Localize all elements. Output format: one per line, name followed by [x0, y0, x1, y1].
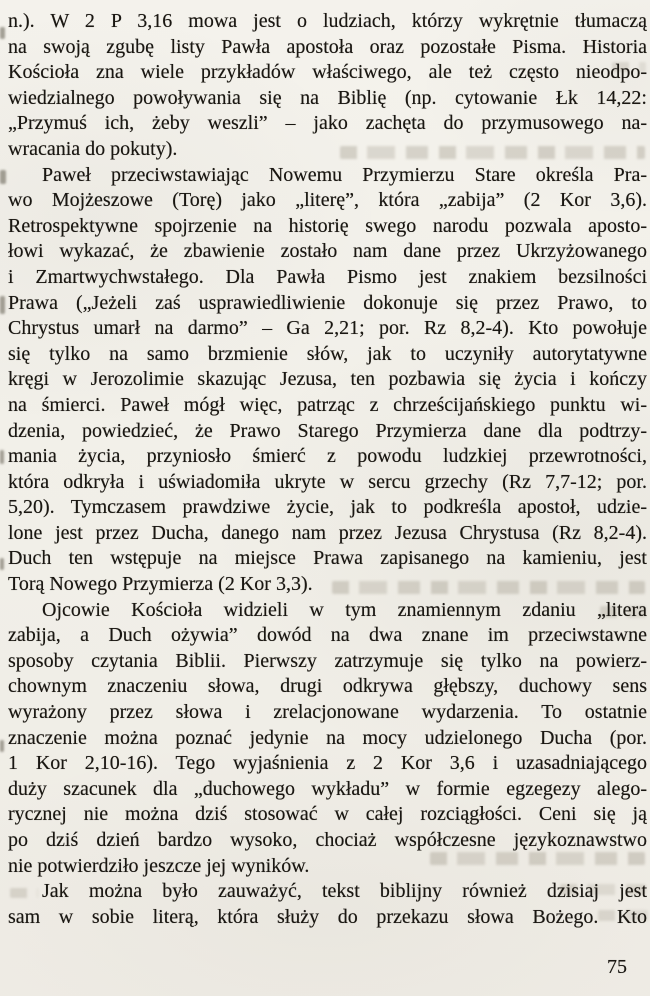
text-line: nie potwierdziło jeszcze jej wyników.	[8, 854, 310, 877]
text-line: 1 Kor 2,10-16). Tego wyjaśnienia z 2 Kor 3,6 i uzasadniającego	[8, 752, 647, 775]
text-line: Paweł przeciwstawiając Nowemu Przymierzu Stare określa Pra-	[42, 163, 647, 186]
page-number: 75	[607, 956, 627, 978]
text-line: i Zmartwychwstałego. Dla Pawła Pismo jest znakiem bezsilności	[8, 265, 647, 288]
scan-edge-smudge	[0, 27, 5, 39]
text-line: na śmierci. Paweł mógł więc, patrząc z chrześcijańskiego punktu wi-	[8, 393, 647, 416]
scan-edge-smudge	[0, 740, 4, 752]
text-line: lone jest przez Ducha, danego nam przez Jezusa Chrystusa (Rz 8,2-4).	[8, 521, 647, 544]
text-line: Ojcowie Kościoła widzieli w tym znamiennym zdaniu „litera	[42, 598, 647, 621]
scan-edge-smudge	[0, 170, 6, 184]
text-line: znaczenie można poznać jedynie na mocy udzielonego Ducha (por.	[8, 726, 647, 749]
text-line: Prawa („Jeżeli zaś usprawiedliwienie dokonuje się przez Prawo, to	[8, 291, 647, 314]
text-line: wyrażony przez słowa i zrelacjonowane wydarzenia. To ostatnie	[8, 701, 647, 724]
scan-edge-smudge	[0, 558, 4, 570]
text-line: łowi wykazać, że zbawienie zostało nam dane przez Ukrzyżowanego	[8, 240, 647, 263]
text-line: dzenia, powiedzieć, że Prawo Starego Przymierza dane dla podtrzy-	[8, 419, 647, 442]
body-text	[8, 9, 647, 930]
text-line: sam w sobie literą, która służy do przekazu słowa Bożego. Kto	[8, 905, 647, 928]
text-line: na swoją zgubę listy Pawła apostoła oraz pozostałe Pisma. Historia	[8, 35, 647, 58]
scan-edge-smudge	[0, 450, 4, 464]
text-line: kręgi w Jerozolimie skazując Jezusa, ten pozbawia się życia i kończy	[8, 368, 647, 391]
text-line: Retrospektywne spojrzenie na historię swego narodu pozwala aposto-	[8, 214, 647, 237]
text-line: która odkryła i uświadomiła ukryte w sercu grzechy (Rz 7,7-12; por.	[8, 470, 647, 493]
text-line: mania życia, przyniosło śmierć z powodu ludzkiej przewrotności,	[8, 445, 647, 468]
text-line: n.). W 2 P 3,16 mowa jest o ludziach, którzy wykrętnie tłumaczą	[8, 10, 647, 32]
text-line: Chrystus umarł na darmo” – Ga 2,21; por. Rz 8,2-4). Kto powołuje	[8, 317, 647, 340]
text-line: się tylko na samo brzmienie słów, jak to uczyniły autorytatywne	[8, 342, 647, 365]
text-line: „Przymuś ich, żeby weszli” – jako zachęta do przymusowego na-	[8, 112, 647, 135]
text-line: wo Mojżeszowe (Torę) jako „literę”, która „zabija” (2 Kor 3,6).	[8, 189, 647, 212]
text-line: duży szacunek dla „duchowego wykładu” w formie egzegezy alego-	[8, 777, 647, 800]
text-line: rycznej nie można dziś stosować w całej rozciągłości. Ceni się ją	[8, 803, 647, 826]
text-line: wiedzialnego powoływania się na Biblię (np. cytowanie Łk 14,22:	[8, 86, 647, 109]
text-line: po dziś dzień bardzo wysoko, chociaż współczesne językoznawstwo	[8, 829, 647, 851]
text-line: Jak można było zauważyć, tekst biblijny również dzisiaj jest	[42, 880, 647, 903]
text-line: sposoby czytania Biblii. Pierwszy zatrzymuje się tylko na powierz-	[8, 649, 647, 672]
text-line: Duch ten wstępuje na miejsce Prawa zapisanego na kamieniu, jest	[8, 547, 647, 570]
text-line: 5,20). Tymczasem prawdziwe życie, jak to podkreśla apostoł, udzie-	[8, 496, 647, 519]
text-line: chownym znaczeniu słowa, drugi odkrywa głębszy, duchowy sens	[8, 675, 647, 698]
text-line: zabija, a Duch ożywia” dowód na dwa znane im przeciwstawne	[8, 624, 647, 647]
text-line: Torą Nowego Przymierza (2 Kor 3,3).	[8, 573, 313, 596]
text-line: wracania do pokuty).	[8, 137, 178, 160]
text-line: Kościoła zna wiele przykładów właściwego, ale też często nieodpo-	[8, 61, 647, 84]
scan-edge-smudge	[0, 296, 5, 314]
